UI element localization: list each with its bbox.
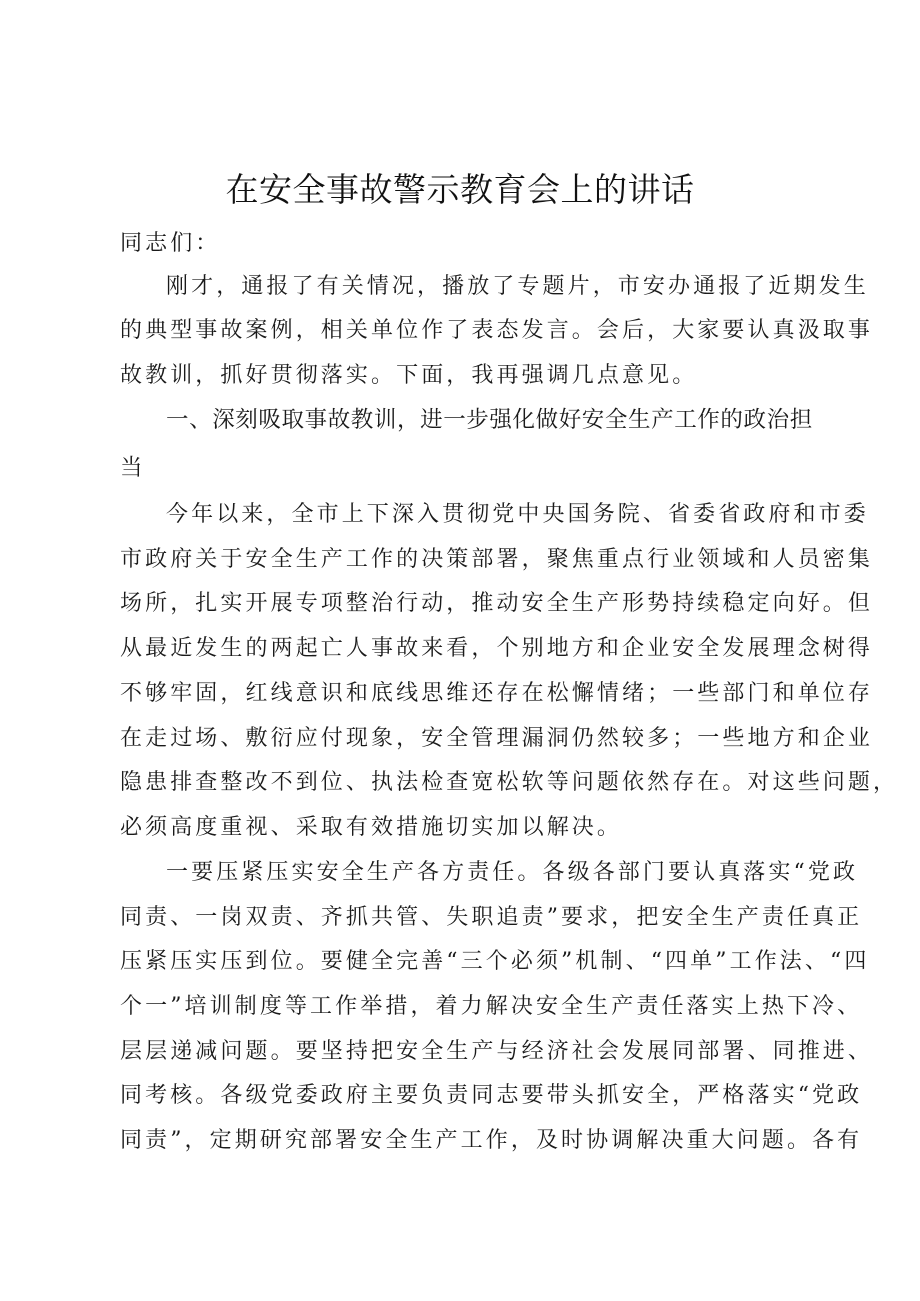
paragraph-line: 的典型事故案例，相关单位作了表态发言。会后，大家要认真汲取事 <box>120 318 874 343</box>
paragraph-line: 压紧压实压到位。要健全完善“三个必须”机制、“四单”工作法、“四 <box>120 949 870 974</box>
paragraph-line: 个一”培训制度等工作举措，着力解决安全生产责任落实上热下冷、 <box>120 994 863 1019</box>
paragraph-line: 不够牢固，红线意识和底线思维还存在松懈情绪；一些部门和单位存 <box>120 681 874 706</box>
paragraph-line: 故教训，抓好贯彻落实。下面，我再强调几点意见。 <box>120 363 698 388</box>
paragraph-line: 层层递减问题。要坚持把安全生产与经济社会发展同部署、同推进、 <box>120 1039 874 1064</box>
salutation: 同志们： <box>120 231 221 256</box>
paragraph-line: 同责、一岗双责、齐抓共管、失职追责”要求，把安全生产责任真正 <box>120 905 863 930</box>
paragraph-line: 必须高度重视、采取有效措施切实加以解决。 <box>120 815 623 840</box>
paragraph-line: 隐患排查整改不到位、执法检查宽松软等问题依然存在。对这些问题， <box>120 770 899 795</box>
paragraph-line: 刚才，通报了有关情况，播放了专题片，市安办通报了近期发生 <box>166 274 869 299</box>
paragraph-line: 同考核。各级党委政府主要负责同志要带头抓安全，严格落实“党政 <box>120 1083 863 1108</box>
paragraph-line: 今年以来，全市上下深入贯彻党中央国务院、省委省政府和市委 <box>166 502 869 527</box>
paragraph-line: 从最近发生的两起亡人事故来看，个别地方和企业安全发展理念树得 <box>120 636 874 661</box>
page-title: 在安全事故警示教育会上的讲话 <box>225 170 695 209</box>
paragraph-line: 一要压紧压实安全生产各方责任。各级各部门要认真落实“党政 <box>166 860 859 885</box>
paragraph-line: 市政府关于安全生产工作的决策部署，聚焦重点行业领域和人员密集 <box>120 547 874 572</box>
paragraph-line: 在走过场、敷衍应付现象，安全管理漏洞仍然较多；一些地方和企业 <box>120 726 874 751</box>
section-heading-continued: 当 <box>120 455 144 481</box>
section-heading: 一、深刻吸取事故教训，进一步强化做好安全生产工作的政治担 <box>166 407 813 433</box>
paragraph-line: 场所，扎实开展专项整治行动，推动安全生产形势持续稳定向好。但 <box>120 591 874 616</box>
paragraph-line: 同责”，定期研究部署安全生产工作，及时协调解决重大问题。各有 <box>120 1128 863 1153</box>
